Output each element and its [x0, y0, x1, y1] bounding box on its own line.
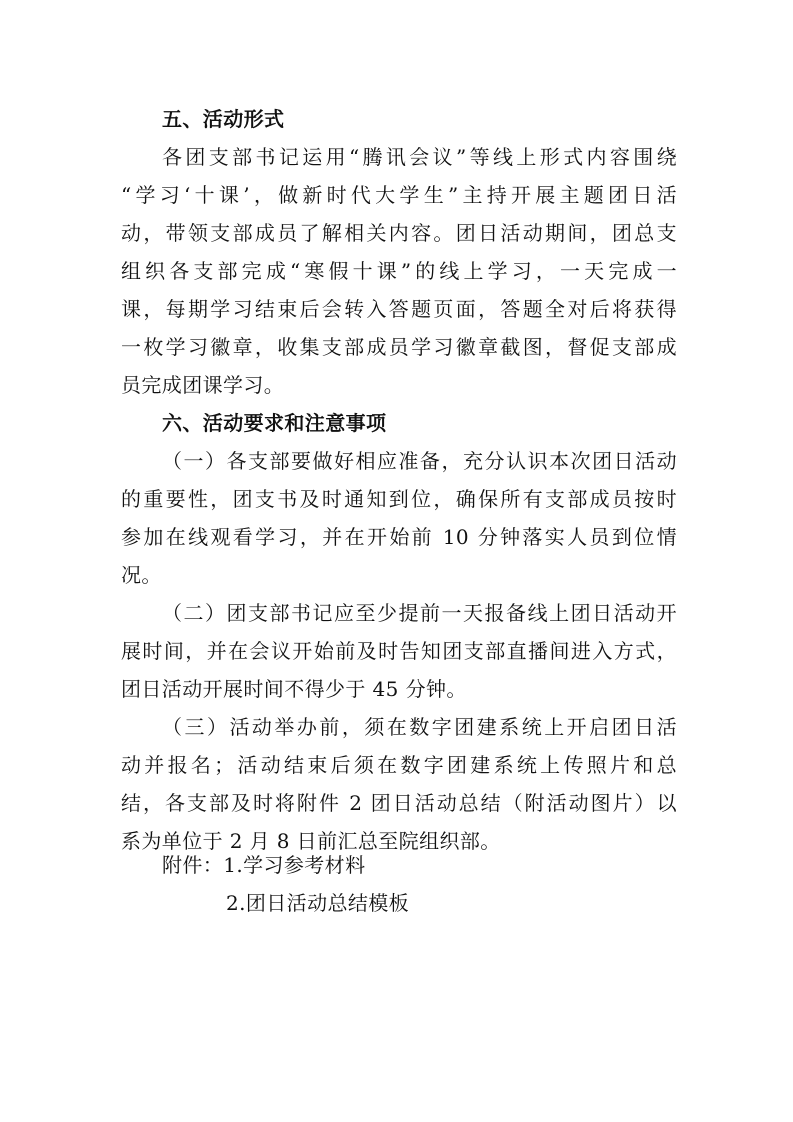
item-2-line: 展时间，并在会议开始前及时告知团支部直播间进入方式， [121, 639, 677, 663]
item-1-line: （一）各支部要做好相应准备，充分认识本次团日活动 [162, 449, 677, 473]
section-5-paragraph-line: 课，每期学习结束后会转入答题页面，答题全对后将获得 [121, 297, 677, 321]
section-5-paragraph-line: 一枚学习徽章，收集支部成员学习徽章截图，督促支部成 [121, 335, 677, 359]
item-3-line: 结，各支部及时将附件 2 团日活动总结（附活动图片）以 [121, 791, 677, 815]
section-5-paragraph-line: 各团支部书记运用“腾讯会议”等线上形式内容围绕 [162, 145, 677, 169]
section-5-paragraph-line: 员完成团课学习。 [121, 373, 285, 397]
section-5-paragraph-line: 动，带领支部成员了解相关内容。团日活动期间，团总支 [121, 221, 677, 245]
attachments-line-1: 附件：1.学习参考材料 [162, 853, 366, 877]
item-1-line: 况。 [121, 563, 162, 587]
section-5-paragraph-line: 组织各支部完成“寒假十课”的线上学习，一天完成一 [121, 259, 677, 283]
item-2-line: （二）团支部书记应至少提前一天报备线上团日活动开 [162, 601, 677, 625]
item-3-line: 系为单位于 2 月 8 日前汇总至院组织部。 [121, 829, 501, 853]
section-5-heading: 五、活动形式 [162, 107, 285, 131]
section-5-paragraph-line: “学习‘十课’，做新时代大学生”主持开展主题团日活 [121, 183, 677, 207]
item-3-line: 动并报名；活动结束后须在数字团建系统上传照片和总 [121, 753, 677, 777]
item-1-line: 参加在线观看学习，并在开始前 10 分钟落实人员到位情 [121, 525, 677, 549]
item-2-line: 团日活动开展时间不得少于 45 分钟。 [121, 677, 467, 701]
item-1-line: 的重要性，团支书及时通知到位，确保所有支部成员按时 [121, 487, 677, 511]
attachments-line-2: 2.团日活动总结模板 [226, 891, 410, 915]
item-3-line: （三）活动举办前，须在数字团建系统上开启团日活 [162, 715, 677, 739]
section-6-heading: 六、活动要求和注意事项 [162, 411, 387, 435]
